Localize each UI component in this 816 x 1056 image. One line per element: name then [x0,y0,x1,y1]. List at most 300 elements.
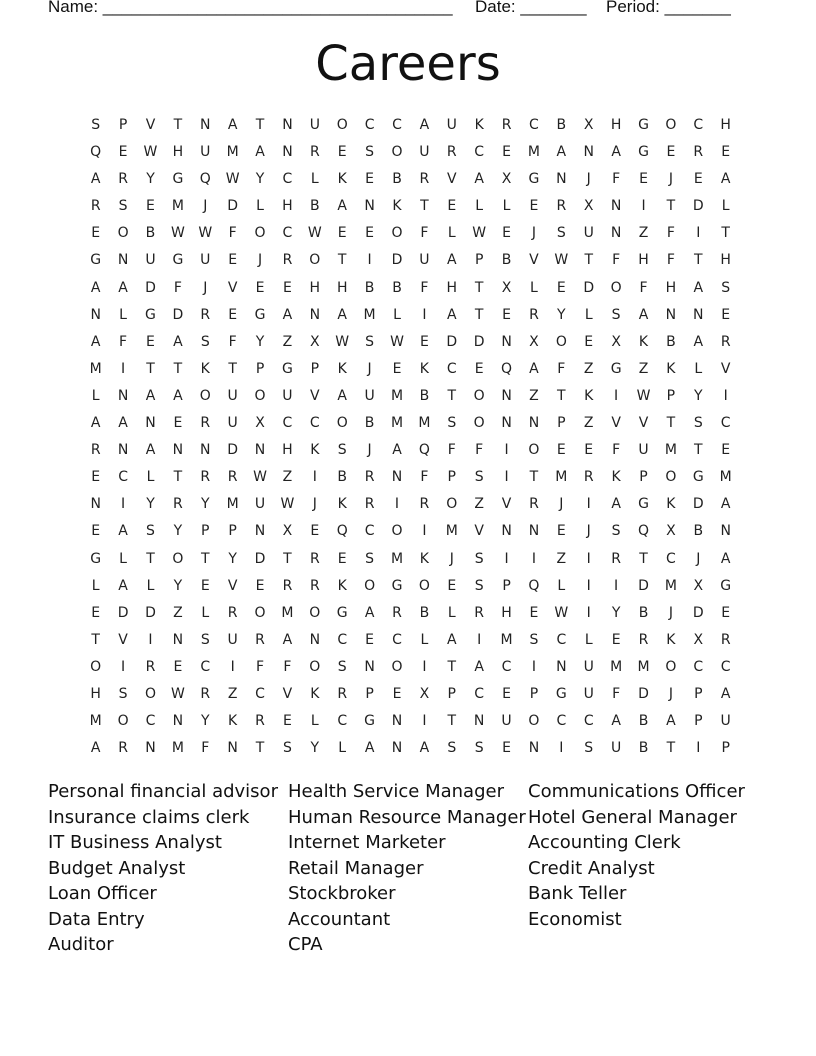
grid-letter[interactable]: L [119,550,127,567]
grid-letter[interactable]: B [419,604,430,621]
grid-letter[interactable]: M [555,469,568,486]
grid-letter[interactable]: K [337,496,347,513]
grid-letter[interactable]: B [638,740,649,757]
grid-letter[interactable]: C [255,685,265,702]
grid-letter[interactable]: G [254,306,266,323]
grid-letter[interactable]: T [283,550,292,567]
grid-letter[interactable]: Q [528,577,540,594]
grid-letter[interactable]: C [200,658,211,675]
grid-letter[interactable]: I [422,306,427,323]
grid-letter[interactable]: K [584,387,594,404]
grid-letter[interactable]: B [310,198,320,215]
grid-letter[interactable]: W [335,333,350,350]
grid-letter[interactable]: S [146,523,155,540]
grid-letter[interactable]: A [474,171,484,188]
grid-letter[interactable]: Y [173,577,183,594]
grid-letter[interactable]: W [170,685,185,702]
grid-letter[interactable]: P [639,469,648,486]
grid-letter[interactable]: K [611,469,621,486]
grid-letter[interactable]: C [693,658,704,675]
grid-letter[interactable]: L [310,171,319,188]
grid-letter[interactable]: J [668,604,673,621]
grid-letter[interactable]: E [173,415,183,432]
grid-letter[interactable]: C [309,415,320,432]
grid-letter[interactable]: Z [173,604,183,621]
grid-letter[interactable]: G [638,144,649,161]
grid-letter[interactable]: B [145,225,156,242]
grid-letter[interactable]: T [474,306,484,323]
grid-letter[interactable]: S [200,631,210,648]
grid-letter[interactable]: K [337,360,347,377]
grid-letter[interactable]: J [449,550,454,567]
grid-letter[interactable]: X [501,171,512,188]
grid-letter[interactable]: L [146,469,155,486]
grid-letter[interactable]: H [720,117,731,133]
grid-letter[interactable]: I [121,658,126,675]
grid-letter[interactable]: R [611,550,621,567]
grid-letter[interactable]: T [557,387,566,404]
grid-letter[interactable]: T [173,469,183,486]
grid-letter[interactable]: N [254,442,266,459]
grid-letter[interactable]: C [364,523,375,540]
grid-letter[interactable]: I [586,550,591,567]
grid-letter[interactable]: N [556,171,567,188]
grid-letter[interactable]: G [90,550,102,567]
grid-letter[interactable]: G [145,306,156,323]
grid-letter[interactable]: D [692,198,704,215]
grid-letter[interactable]: K [666,496,676,513]
grid-letter[interactable]: N [528,523,540,540]
grid-letter[interactable]: E [584,333,594,350]
grid-letter[interactable]: H [638,252,649,269]
grid-letter[interactable]: I [422,523,427,540]
grid-letter[interactable]: O [555,333,567,350]
grid-letter[interactable]: E [255,577,265,594]
grid-letter[interactable]: C [720,415,731,432]
grid-letter[interactable]: C [474,144,485,161]
grid-letter[interactable]: O [309,604,321,621]
grid-letter[interactable]: S [474,577,484,594]
grid-letter[interactable]: E [447,198,457,215]
grid-letter[interactable]: V [227,577,238,594]
grid-letter[interactable]: J [668,685,673,702]
grid-letter[interactable]: N [145,740,156,757]
grid-letter[interactable]: R [118,740,128,757]
grid-letter[interactable]: U [200,252,211,269]
grid-letter[interactable]: C [392,631,402,648]
grid-letter[interactable]: Q [501,360,513,377]
grid-letter[interactable]: T [420,198,429,215]
grid-letter[interactable]: K [337,171,347,188]
grid-letter[interactable]: X [583,117,594,133]
grid-letter[interactable]: O [391,144,403,161]
grid-letter[interactable]: O [446,496,458,513]
grid-letter[interactable]: E [255,279,265,296]
grid-letter[interactable]: A [90,740,101,757]
grid-letter[interactable]: L [338,740,347,757]
grid-letter[interactable]: W [636,387,651,404]
grid-letter[interactable]: K [310,442,320,459]
grid-letter[interactable]: J [668,171,673,188]
grid-letter[interactable]: Q [637,523,650,540]
grid-letter[interactable]: K [638,333,649,350]
grid-letter[interactable]: E [529,198,539,215]
grid-letter[interactable]: P [721,740,730,757]
grid-letter[interactable]: O [473,387,485,404]
grid-letter[interactable]: Y [611,604,621,621]
grid-letter[interactable]: S [474,469,484,486]
grid-letter[interactable]: R [200,685,211,702]
grid-letter[interactable]: T [666,740,676,757]
grid-letter[interactable]: O [473,415,485,432]
grid-letter[interactable]: B [666,333,676,350]
grid-letter[interactable]: G [692,469,704,486]
grid-letter[interactable]: T [228,360,237,377]
grid-letter[interactable]: N [693,306,704,323]
grid-letter[interactable]: C [666,550,676,567]
grid-letter[interactable]: I [531,550,537,567]
grid-letter[interactable]: R [529,496,539,513]
grid-letter[interactable]: V [310,387,320,404]
grid-letter[interactable]: N [501,523,512,540]
grid-letter[interactable]: Y [694,387,703,404]
grid-letter[interactable]: N [90,306,101,323]
grid-letter[interactable]: A [337,387,347,404]
grid-letter[interactable]: V [720,360,731,377]
grid-letter[interactable]: E [556,279,566,296]
grid-letter[interactable]: V [638,415,649,432]
grid-letter[interactable]: M [390,387,404,404]
grid-letter[interactable]: J [367,360,372,377]
grid-letter[interactable]: N [720,523,731,540]
grid-letter[interactable]: E [556,442,566,459]
grid-letter[interactable]: J [203,198,208,215]
grid-letter[interactable]: A [419,117,430,133]
grid-letter[interactable]: F [420,279,429,296]
grid-letter[interactable]: R [446,144,457,161]
grid-letter[interactable]: V [446,171,457,188]
grid-letter[interactable]: A [364,740,375,757]
grid-letter[interactable]: O [309,252,321,269]
grid-letter[interactable]: E [91,523,101,540]
grid-letter[interactable]: W [307,225,322,242]
grid-letter[interactable]: A [282,631,293,648]
grid-letter[interactable]: H [282,198,293,215]
grid-letter[interactable]: U [364,387,375,404]
grid-letter[interactable]: U [720,713,731,730]
grid-letter[interactable]: F [666,252,675,269]
grid-letter[interactable]: O [528,713,540,730]
grid-letter[interactable]: S [693,415,703,432]
grid-letter[interactable]: D [145,279,156,296]
grid-letter[interactable]: K [419,550,429,567]
grid-letter[interactable]: T [200,550,210,567]
grid-letter[interactable]: T [474,279,484,296]
grid-letter[interactable]: P [447,469,456,486]
grid-letter[interactable]: S [721,279,731,296]
grid-letter[interactable]: D [638,685,649,702]
grid-letter[interactable]: Y [146,171,155,188]
grid-letter[interactable]: A [173,333,183,350]
grid-letter[interactable]: N [665,306,677,323]
grid-letter[interactable]: Y [228,550,237,567]
grid-letter[interactable]: O [391,225,403,242]
grid-letter[interactable]: T [529,469,539,486]
grid-letter[interactable]: W [472,225,487,242]
grid-letter[interactable]: R [556,198,567,215]
grid-letter[interactable]: B [638,604,649,621]
grid-letter[interactable]: R [337,685,348,702]
grid-letter[interactable]: C [337,631,348,648]
grid-letter[interactable]: R [364,496,375,513]
grid-letter[interactable]: N [117,252,129,269]
grid-letter[interactable]: N [364,198,375,215]
grid-letter[interactable]: N [172,713,184,730]
grid-letter[interactable]: F [639,279,648,296]
grid-letter[interactable]: B [364,279,375,296]
grid-letter[interactable]: S [611,306,621,323]
grid-letter[interactable]: R [309,577,320,594]
grid-letter[interactable]: E [419,333,429,350]
grid-letter[interactable]: E [91,469,101,486]
grid-letter[interactable]: F [228,333,237,350]
grid-letter[interactable]: A [90,333,101,350]
grid-letter[interactable]: L [119,306,127,323]
grid-letter[interactable]: V [227,279,238,296]
grid-letter[interactable]: P [310,360,320,377]
grid-letter[interactable]: Y [255,171,265,188]
grid-letter[interactable]: N [200,442,211,459]
grid-letter[interactable]: Q [418,442,430,459]
grid-letter[interactable]: A [693,279,704,296]
grid-letter[interactable]: A [227,117,238,133]
grid-letter[interactable]: U [145,252,156,269]
grid-letter[interactable]: F [228,225,237,242]
grid-letter[interactable]: U [638,442,649,459]
grid-letter[interactable]: E [556,523,566,540]
grid-letter[interactable]: E [146,198,155,215]
grid-letter[interactable]: L [557,577,566,594]
grid-letter[interactable]: I [121,360,126,377]
grid-letter[interactable]: S [447,740,457,757]
grid-letter[interactable]: S [282,740,292,757]
grid-letter[interactable]: N [391,469,403,486]
grid-letter[interactable]: E [474,360,484,377]
grid-letter[interactable]: E [502,685,511,702]
grid-letter[interactable]: E [283,713,292,730]
grid-letter[interactable]: S [611,523,621,540]
grid-letter[interactable]: I [312,469,317,486]
grid-letter[interactable]: T [666,415,676,432]
grid-letter[interactable]: P [694,713,703,730]
grid-letter[interactable]: G [610,360,622,377]
grid-letter[interactable]: A [255,144,265,161]
grid-letter[interactable]: Y [173,523,183,540]
grid-letter[interactable]: E [721,604,731,621]
grid-letter[interactable]: R [720,333,731,350]
grid-letter[interactable]: T [255,740,265,757]
grid-letter[interactable]: A [720,550,731,567]
grid-letter[interactable]: V [145,117,156,133]
grid-letter[interactable]: G [172,252,184,269]
grid-letter[interactable]: E [529,604,539,621]
grid-letter[interactable]: B [693,523,704,540]
grid-letter[interactable]: L [584,631,593,648]
grid-letter[interactable]: H [665,279,677,296]
grid-letter[interactable]: Z [638,360,649,377]
grid-letter[interactable]: T [447,658,457,675]
grid-letter[interactable]: E [639,171,648,188]
grid-letter[interactable]: F [557,360,566,377]
grid-letter[interactable]: B [337,469,348,486]
grid-letter[interactable]: O [665,469,677,486]
grid-letter[interactable]: E [365,631,375,648]
grid-letter[interactable]: Z [282,333,293,350]
grid-letter[interactable]: O [336,117,348,133]
grid-letter[interactable]: J [257,252,263,269]
grid-letter[interactable]: F [420,225,429,242]
grid-letter[interactable]: M [719,469,732,486]
grid-letter[interactable]: A [693,333,704,350]
grid-letter[interactable]: R [501,117,512,133]
grid-letter[interactable]: T [173,117,183,133]
grid-letter[interactable]: R [227,604,238,621]
grid-letter[interactable]: Z [583,360,594,377]
grid-letter[interactable]: T [146,360,155,377]
grid-letter[interactable]: U [227,415,238,432]
grid-letter[interactable]: A [720,171,731,188]
grid-letter[interactable]: A [611,713,621,730]
grid-letter[interactable]: R [529,306,539,323]
grid-letter[interactable]: O [418,577,430,594]
grid-letter[interactable]: L [694,360,703,377]
grid-letter[interactable]: S [365,550,375,567]
grid-letter[interactable]: I [422,658,427,675]
grid-letter[interactable]: B [392,171,402,188]
grid-letter[interactable]: W [225,171,240,188]
grid-letter[interactable]: M [226,496,239,513]
grid-letter[interactable]: U [583,658,594,675]
grid-letter[interactable]: S [91,117,101,133]
grid-letter[interactable]: N [610,198,622,215]
grid-letter[interactable]: F [420,469,429,486]
grid-letter[interactable]: N [528,740,540,757]
grid-letter[interactable]: S [337,442,347,459]
grid-letter[interactable]: Z [556,550,567,567]
grid-letter[interactable]: T [173,360,183,377]
grid-letter[interactable]: A [638,306,649,323]
grid-letter[interactable]: U [419,252,430,269]
grid-letter[interactable]: F [256,658,265,675]
grid-letter[interactable]: P [694,685,703,702]
grid-letter[interactable]: U [583,225,594,242]
grid-letter[interactable]: J [696,550,701,567]
grid-letter[interactable]: M [418,415,431,432]
grid-letter[interactable]: S [337,658,347,675]
grid-letter[interactable]: S [529,631,539,648]
grid-letter[interactable]: N [610,225,622,242]
grid-letter[interactable]: D [227,442,239,459]
grid-letter[interactable]: L [201,604,210,621]
grid-letter[interactable]: R [255,631,265,648]
grid-letter[interactable]: I [121,496,126,513]
grid-letter[interactable]: R [200,469,211,486]
grid-letter[interactable]: U [419,144,430,161]
grid-letter[interactable]: W [554,604,569,621]
grid-letter[interactable]: M [637,658,650,675]
grid-letter[interactable]: D [227,198,239,215]
grid-letter[interactable]: K [666,631,676,648]
grid-letter[interactable]: T [146,550,155,567]
grid-letter[interactable]: G [282,360,293,377]
grid-letter[interactable]: E [337,144,347,161]
grid-letter[interactable]: K [228,713,238,730]
grid-letter[interactable]: I [367,252,372,269]
grid-letter[interactable]: P [529,685,539,702]
grid-letter[interactable]: M [171,740,184,757]
grid-letter[interactable]: I [230,658,235,675]
grid-letter[interactable]: T [337,252,347,269]
grid-letter[interactable]: R [309,550,320,567]
grid-letter[interactable]: S [118,685,128,702]
grid-letter[interactable]: D [583,279,595,296]
grid-letter[interactable]: N [391,740,403,757]
grid-letter[interactable]: S [556,225,566,242]
grid-letter[interactable]: J [559,496,564,513]
grid-letter[interactable]: E [337,225,347,242]
grid-letter[interactable]: B [392,279,402,296]
grid-letter[interactable]: J [531,225,537,242]
grid-letter[interactable]: E [118,144,128,161]
grid-letter[interactable]: T [447,713,457,730]
grid-letter[interactable]: A [364,604,375,621]
grid-letter[interactable]: P [365,685,374,702]
grid-letter[interactable]: X [255,415,265,432]
grid-letter[interactable]: A [337,306,347,323]
grid-letter[interactable]: H [446,279,458,296]
grid-letter[interactable]: M [610,658,623,675]
grid-letter[interactable]: A [720,685,731,702]
grid-letter[interactable]: E [365,225,375,242]
grid-letter[interactable]: L [475,198,484,215]
grid-letter[interactable]: N [172,442,184,459]
grid-letter[interactable]: R [638,631,649,648]
grid-letter[interactable]: N [501,333,512,350]
grid-letter[interactable]: A [556,144,567,161]
grid-letter[interactable]: K [392,198,402,215]
grid-letter[interactable]: L [393,306,401,323]
grid-letter[interactable]: A [118,523,128,540]
grid-letter[interactable]: A [611,496,621,513]
grid-letter[interactable]: G [336,604,348,621]
grid-letter[interactable]: C [392,117,402,133]
grid-letter[interactable]: L [447,604,456,621]
grid-letter[interactable]: R [392,604,402,621]
grid-letter[interactable]: R [145,658,156,675]
grid-letter[interactable]: U [501,713,512,730]
grid-letter[interactable]: J [586,523,591,540]
grid-letter[interactable]: A [419,740,430,757]
grid-letter[interactable]: M [664,442,677,459]
grid-letter[interactable]: A [118,577,128,594]
grid-letter[interactable]: A [337,198,347,215]
grid-letter[interactable]: W [554,252,569,269]
grid-letter[interactable]: M [363,306,376,323]
grid-letter[interactable]: N [473,713,485,730]
grid-letter[interactable]: V [118,631,128,648]
grid-letter[interactable]: A [90,279,101,296]
grid-letter[interactable]: E [666,144,676,161]
